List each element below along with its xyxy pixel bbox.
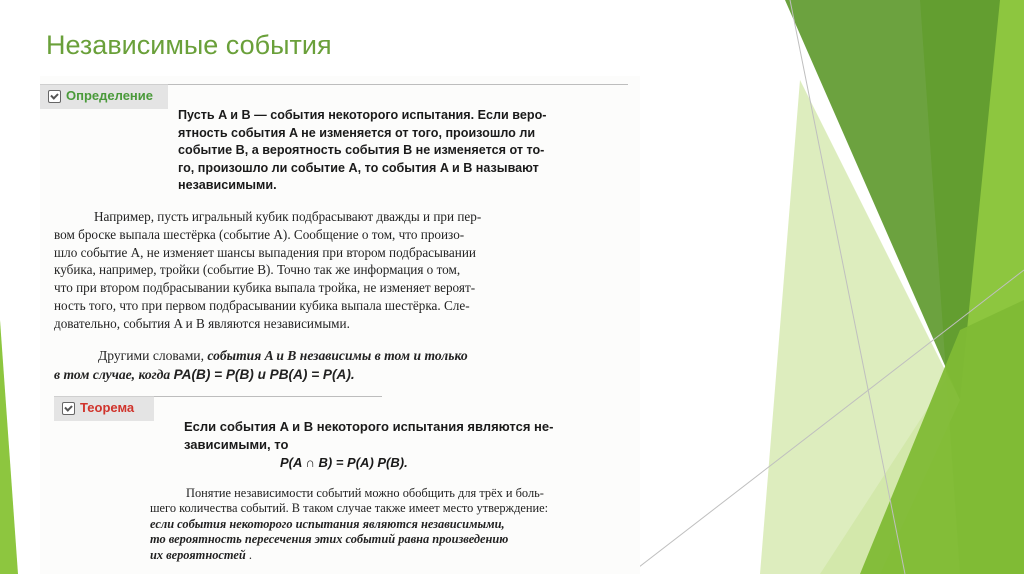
example-line: шло событие A, не изменяет шансы выпадения при втором подбрасывании bbox=[54, 244, 476, 260]
definition-line: событие B, а вероятность события B не изменяется от то- bbox=[178, 143, 545, 158]
slide-title: Независимые события bbox=[46, 30, 332, 60]
generalization-italic-line: их вероятностей bbox=[150, 547, 246, 562]
example-line: что при втором подбрасывании кубика выпала тройка, не изменяет вероят- bbox=[54, 280, 476, 296]
definition-line: го, произошло ли событие A, то события A и B называют bbox=[178, 160, 539, 175]
checkbox-icon bbox=[48, 90, 61, 103]
in-other-words-paragraph bbox=[54, 346, 624, 384]
generalization-line: Понятие независимости событий можно обобщить для трёх и боль- bbox=[186, 486, 544, 500]
theorem-label: Теорема bbox=[80, 400, 135, 415]
textbook-scan bbox=[40, 76, 640, 574]
generalization-tail: . bbox=[245, 547, 252, 562]
checkbox-icon bbox=[62, 402, 75, 415]
green-shape-left-sliver bbox=[0, 320, 18, 574]
generalization-italic-line: если события некоторого испытания являются независимыми, bbox=[150, 516, 505, 531]
definition-label: Определение bbox=[66, 88, 154, 103]
definition-header-line bbox=[168, 84, 628, 85]
example-line: кубика, например, тройки (событие B). Точно так же информация о том, bbox=[54, 262, 461, 278]
definition-line: Пусть A и B — события некоторого испытания. Если веро- bbox=[178, 108, 547, 122]
generalization-italic-line: то вероятность пересечения этих событий равна произведению bbox=[150, 532, 509, 547]
theorem-line: зависимыми, то bbox=[184, 437, 289, 452]
generalization-line: шего количества событий. В таком случае также имеет место утверждение: bbox=[150, 501, 549, 516]
theorem-text bbox=[184, 418, 644, 472]
theorem-header-line bbox=[154, 396, 382, 397]
example-line: довательно, события A и B являются независимыми. bbox=[54, 315, 350, 331]
in-other-words-emphasis: события A и B независимы в том и только bbox=[207, 348, 468, 363]
example-line: ность того, что при первом подбрасывании кубика выпала шестёрка. Сле- bbox=[54, 297, 470, 313]
theorem-line: Если события A и B некоторого испытания являются не- bbox=[184, 419, 554, 434]
example-line: Например, пусть игральный кубик подбрасывают дважды и при пер- bbox=[94, 209, 482, 224]
definition-line: независимыми. bbox=[178, 178, 277, 193]
in-other-words-lead: Другими словами, bbox=[98, 348, 204, 363]
definition-text bbox=[178, 107, 618, 195]
theorem-formula: P(A ∩ B) = P(A) P(B). bbox=[280, 455, 408, 470]
independence-formula: PA(B) = P(B) и PB(A) = P(A). bbox=[173, 367, 355, 382]
generalization-paragraph bbox=[150, 486, 640, 563]
in-other-words-emphasis-2: в том случае, когда bbox=[54, 367, 171, 382]
example-paragraph bbox=[54, 208, 614, 333]
definition-line: ятность события A не изменяется от того, произошло ли bbox=[178, 125, 536, 140]
example-line: вом броске выпала шестёрка (событие A). Сообщение о том, что произо- bbox=[54, 226, 465, 242]
